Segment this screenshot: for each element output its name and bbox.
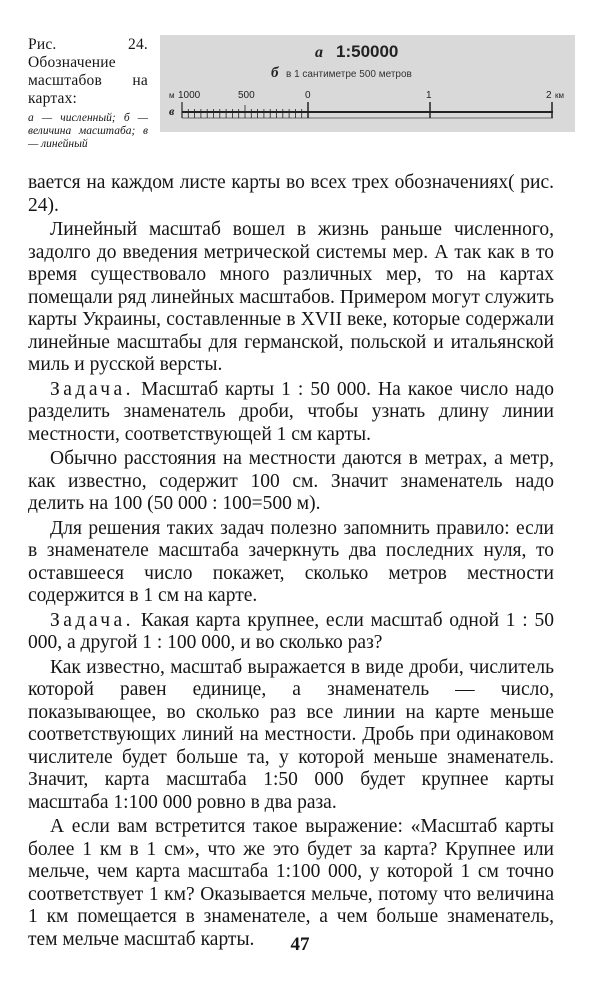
page-number: 47 <box>290 934 310 955</box>
tick-label-0: 0 <box>305 90 311 101</box>
paragraph-8: А если вам встретится такое выражение: «Масштаб карты более 1 км в 1 см», что же это будет за карта? Крупнее или мельче, чем карта масштаба 1:100 000, у которой 1 см точно соответствует 1 км? Оказывается мельче, потому что величина 1 км помещается в знаменателе, а чем больше знаменатель, тем мельче масштаб карты. <box>28 816 554 950</box>
tick-label-500: 500 <box>238 90 255 101</box>
tick-label-1: 1 <box>426 90 432 101</box>
paragraph-1: вается на каждом листе карты во всех трех обозначениях( рис. 24). <box>28 172 554 216</box>
paragraph-6 <box>28 610 554 655</box>
task-text-1: Масштаб карты 1 : 50 000. На какое число надо разделить знаменатель дроби, чтобы узнать длину линии местности, соответствующей 1 см карты. <box>28 378 555 445</box>
paragraph-3 <box>28 379 554 447</box>
paragraph-5: Для решения таких задач полезно запомнить правило: если в знаменателе масштаба зачеркнуть два последних нуля, то оставшееся число покажет, сколько метров местности содержится в 1 см на карте. <box>28 517 554 606</box>
tick-label-2: 2 <box>546 90 552 101</box>
paragraph-7: Как известно, масштаб выражается в виде дроби, числитель которой равен единице, а знаменатель — число, показывающее, во сколько раз все линии на карте меньше соответствующих линий на местности. Дробь при одинаковом числителе будет больше та, у которой меньше знаменатель. Значит, карта масштаба 1:50 000 будет крупнее карты масштаба 1:100 000 ровно в два раза. <box>28 656 554 813</box>
paragraph-4: Обычно расстояния на местности даются в метрах, а метр, как известно, содержит 100 см. Значит знаменатель надо делить на 100 (50 000 : 100=500 м). <box>28 448 554 514</box>
body-text <box>28 172 554 953</box>
figure-caption <box>28 36 148 151</box>
tick-unit-km: км <box>555 91 564 100</box>
tick-label-1000: 1000 <box>178 90 201 101</box>
numeric-letter: а <box>315 44 323 61</box>
paragraph-2: Линейный масштаб вошел в жизнь раньше численного, задолго до введения метрической системы мер. А так как в то время существовало много различных мер, то на картах помещали ряд линейных масштабов. Примером могут служить карты Украины, составленные в XVII веке, которые содержали линейные масштабы для германской, польской и итальянской миль и русской версты. <box>28 219 554 375</box>
figure-legend: а — численный; б — величина масштаба; в — линейный <box>28 112 148 150</box>
named-scale: в 1 сантиметре 500 метров <box>286 69 412 80</box>
numeric-scale: 1:50000 <box>336 42 399 61</box>
task-text-2: Какая карта крупнее, если масштаб одной 1 : 50 000, а другой 1 : 100 000, и во сколько раз? <box>28 609 555 653</box>
task-label-1: Задача. <box>50 378 135 400</box>
scale-figure-svg <box>160 35 575 132</box>
scale-figure <box>160 35 575 132</box>
task-label-2: Задача. <box>50 609 135 631</box>
tick-unit-m: м <box>169 91 175 100</box>
named-letter: б <box>271 65 279 81</box>
linear-letter: в <box>169 104 175 118</box>
figure-caption-title: Рис. 24. Обозначение масштабов на картах: <box>28 36 148 107</box>
